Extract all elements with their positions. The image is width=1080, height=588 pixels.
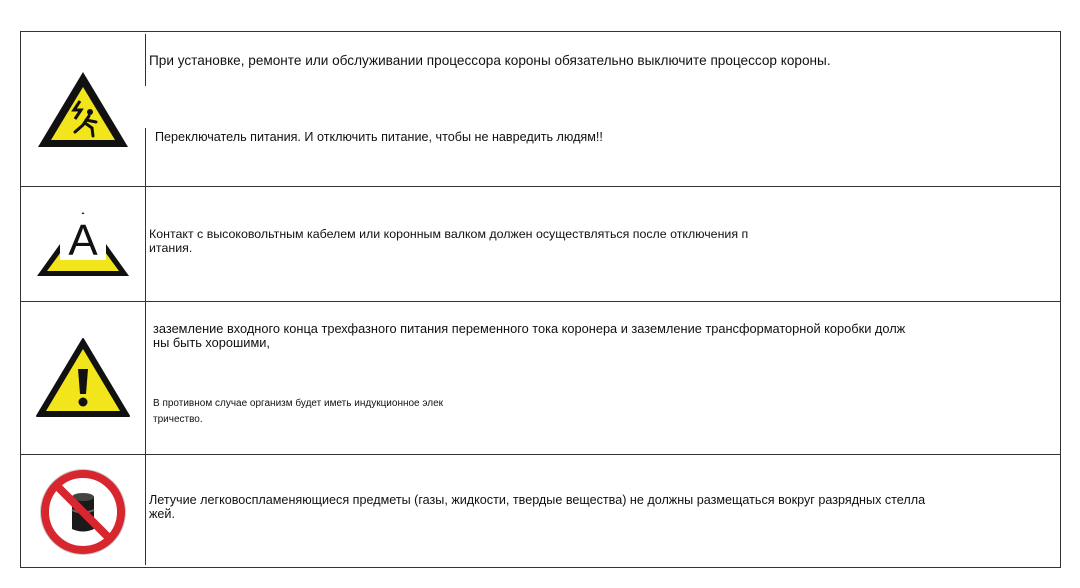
notice-text: При установке, ремонте или обслуживании процессора короны обязательно выключите процессор короны.	[149, 53, 831, 68]
general-warning-icon	[34, 336, 132, 420]
icon-cell	[21, 302, 144, 454]
safety-notice-table	[20, 31, 1061, 568]
notice-text: Летучие легковоспламеняющиеся предметы (газы, жидкости, твердые вещества) не должны размещаться вокруг разрядных стелла	[149, 493, 926, 507]
column-divider	[145, 128, 146, 186]
icon-cell	[21, 187, 144, 301]
column-divider	[145, 302, 146, 454]
electric-shock-warning-icon	[35, 68, 131, 150]
notice-text: жей.	[149, 507, 175, 521]
notice-row-power-off	[21, 32, 1060, 186]
notice-text: Контакт с высоковольтным кабелем или коронным валком должен осуществляться после отключения п	[149, 227, 749, 241]
icon-cell	[21, 32, 144, 186]
icon-letter: A	[67, 216, 98, 265]
notice-row-grounding	[21, 301, 1060, 454]
notice-text: В противном случае организм будет иметь индукционное элек	[153, 398, 444, 409]
notice-text: тричество.	[153, 414, 203, 425]
notice-row-flammables	[21, 454, 1060, 568]
column-divider	[145, 34, 146, 86]
notice-text: Переключатель питания. И отключить питание, чтобы не навредить людям!!	[155, 130, 603, 144]
column-divider	[145, 455, 146, 565]
notice-text: заземление входного конца трехфазного питания переменного тока коронера и заземление трансформаторной коробки долж	[153, 321, 906, 336]
high-voltage-warning-icon	[35, 208, 131, 280]
notice-text: итания.	[149, 241, 193, 255]
no-flammables-icon	[38, 467, 128, 557]
icon-cell	[21, 455, 144, 568]
column-divider	[145, 187, 146, 301]
notice-text: ны быть хорошими,	[153, 335, 270, 350]
notice-row-high-voltage	[21, 186, 1060, 301]
